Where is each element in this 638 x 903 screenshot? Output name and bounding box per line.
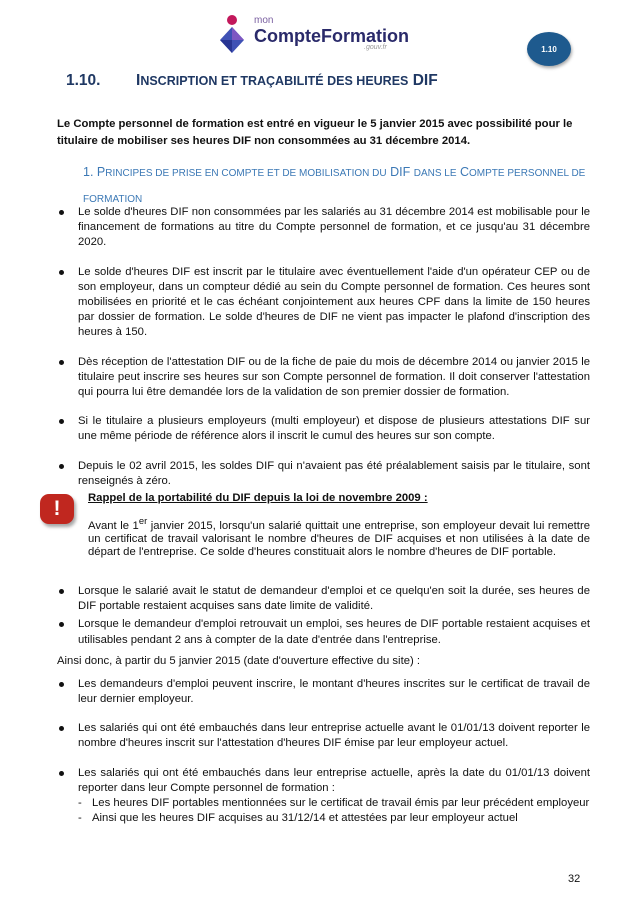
- list-item-text: Lorsque le salarié avait le statut de demandeur d'emploi et ce quelqu'en soit la durée, ses heures de DIF portable restaient acquises sans date limite de validité.: [78, 585, 590, 613]
- logo-domain: .gouv.fr: [364, 44, 387, 51]
- list-item: [57, 414, 590, 444]
- bullet-icon: [59, 419, 64, 424]
- bullet-list-since-2015: [57, 677, 590, 827]
- bullet-icon: [59, 726, 64, 731]
- list-item: [57, 617, 590, 647]
- ainsi-paragraph: Ainsi donc, à partir du 5 janvier 2015 (date d'ouverture effective du site) :: [57, 654, 421, 667]
- intro-paragraph: Le Compte personnel de formation est entré en vigueur le 5 janvier 2015 avec possibilité pour le titulaire de mobiliser ses heures DIF non consommées au 31 décembre 2014.: [57, 118, 573, 147]
- subsection-number: 1.: [83, 165, 94, 179]
- content-body: [53, 205, 590, 840]
- bullet-list-portability: [57, 584, 590, 648]
- list-item: [57, 766, 590, 827]
- bullet-icon: [59, 682, 64, 687]
- callout-text-start: Avant le 1: [88, 519, 139, 532]
- section-heading: [66, 72, 438, 90]
- section-title-initial: I: [136, 72, 141, 89]
- bullet-icon: [59, 360, 64, 365]
- list-item-text: Dès réception de l'attestation DIF ou de la fiche de paie du mois de décembre 2014 ou janvier 2015 le titulaire peut inscrire ses heures sur son Compte personnel de formation. Il doit conserver l'attestation qui pourra lui être demandée lors de la validation de son premier dossier de formation.: [78, 355, 590, 399]
- list-item-text: Les salariés qui ont été embauchés dans leur entreprise actuelle avant le 01/01/13 doivent reporter le nombre d'heures inscrit sur l'attestation d'heures DIF émise par leur employeur actuel.: [78, 722, 590, 750]
- bullet-icon: [59, 771, 64, 776]
- list-item-text: Les demandeurs d'emploi peuvent inscrire, le montant d'heures inscrites sur le certificat de travail de leur dernier employeur.: [78, 677, 590, 706]
- bullet-icon: [59, 210, 64, 215]
- list-item: [57, 677, 590, 707]
- list-item: [57, 459, 590, 489]
- callout-text: [88, 514, 590, 560]
- logo-small-text: mon: [254, 15, 274, 26]
- bullet-icon: [59, 589, 64, 594]
- dash-item: [78, 796, 590, 811]
- bullet-icon: [59, 464, 64, 469]
- bullet-icon: [59, 622, 64, 627]
- section-badge: 1.10: [527, 32, 571, 66]
- callout-superscript: er: [138, 515, 148, 527]
- list-item-text: Les salariés qui ont été embauchés dans leur entreprise actuelle, après la date du 01/01/13 doivent reporter dans leur Compte personnel de formation :: [78, 766, 590, 794]
- site-logo: [214, 14, 414, 58]
- subsection-part-3: DIF: [390, 165, 411, 179]
- list-item: [57, 721, 590, 751]
- list-item-text: Depuis le 02 avril 2015, les soldes DIF qui n'avaient pas été préalablement saisis par le titulaire, sont renseignés à zéro.: [78, 459, 590, 487]
- dash-item: [78, 811, 590, 826]
- dash-marker: -: [78, 812, 82, 825]
- list-item: [57, 355, 590, 401]
- subsection-part-6: OMPTE PERSONNEL DE FORMATION: [83, 168, 586, 205]
- callout-title: Rappel de la portabilité du DIF depuis la loi de novembre 2009 :: [88, 492, 428, 505]
- dash-item-text: Ainsi que les heures DIF acquises au 31/12/14 et attestées par leur employeur actuel: [92, 812, 518, 825]
- logo-wordmark: [254, 16, 409, 46]
- portability-callout: [53, 492, 590, 574]
- section-title-end: DIF: [412, 72, 438, 89]
- callout-text-rest: janvier 2015, lorsqu'un salarié quittait une entreprise, son employeur devait lui remettre un certificat de travail valorisant le nombre d'heures de DIF acquises et non utilisées à la date de départ de l'entreprise. Ce solde d'heures constituait alors le nombre d'heures de DIF portable.: [88, 519, 590, 559]
- subsection-part-4: DANS LE: [413, 168, 457, 179]
- bullet-icon: [59, 270, 64, 275]
- page-number: 32: [568, 873, 581, 885]
- section-number: 1.10.: [66, 72, 101, 89]
- logo-main-text: CompteFormation: [254, 26, 409, 46]
- list-item-text: Le solde d'heures DIF non consommées par les salariés au 31 décembre 2014 est mobilisable pour le financement de formations au titre du Compte personnel de formation, et ce jusqu'au 31 décembre 2020.: [78, 206, 590, 249]
- list-item: [57, 584, 590, 614]
- list-item-text: Le solde d'heures DIF est inscrit par le titulaire avec éventuellement l'aide d'un opérateur CEP ou de son employeur, dans un compteur dédié au sein du Compte personnel de formation. Ces heures sont mobilisées en priorité et le cas échéant conjointement aux heures CPF dans la limite de 150 heures par dossier de formation. Le solde d'heures de DIF ne vient pas impacter le plafond d'inscription des heures à 150.: [78, 265, 590, 339]
- subsection-part-1: P: [96, 165, 106, 179]
- subsection-part-5: C: [460, 165, 470, 179]
- list-item-text: Lorsque le demandeur d'emploi retrouvait un emploi, ses heures de DIF portable restaient acquises et utilisables pendant 2 ans à compter de la date d'entrée dans l'entreprise.: [78, 618, 590, 646]
- section-title-rest: NSCRIPTION ET TRAÇABILITÉ DES HEURES: [140, 74, 409, 88]
- dash-marker: -: [78, 797, 82, 810]
- bullet-list-principles: [57, 205, 590, 489]
- person-diamond-icon: [214, 14, 250, 54]
- exclamation-icon: !: [40, 494, 74, 524]
- subsection-part-2: RINCIPES DE PRISE EN COMPTE ET DE MOBILISATION DU: [105, 168, 387, 179]
- dash-item-text: Les heures DIF portables mentionnées sur le certificat de travail émis par leur précédent employeur: [92, 797, 590, 810]
- list-item-text: Si le titulaire a plusieurs employeurs (multi employeur) et dispose de plusieurs attestations DIF sur une même période de référence alors il inscrit le cumul des heures sur son compte.: [78, 415, 590, 443]
- list-item: [57, 205, 590, 251]
- list-item: [57, 265, 590, 341]
